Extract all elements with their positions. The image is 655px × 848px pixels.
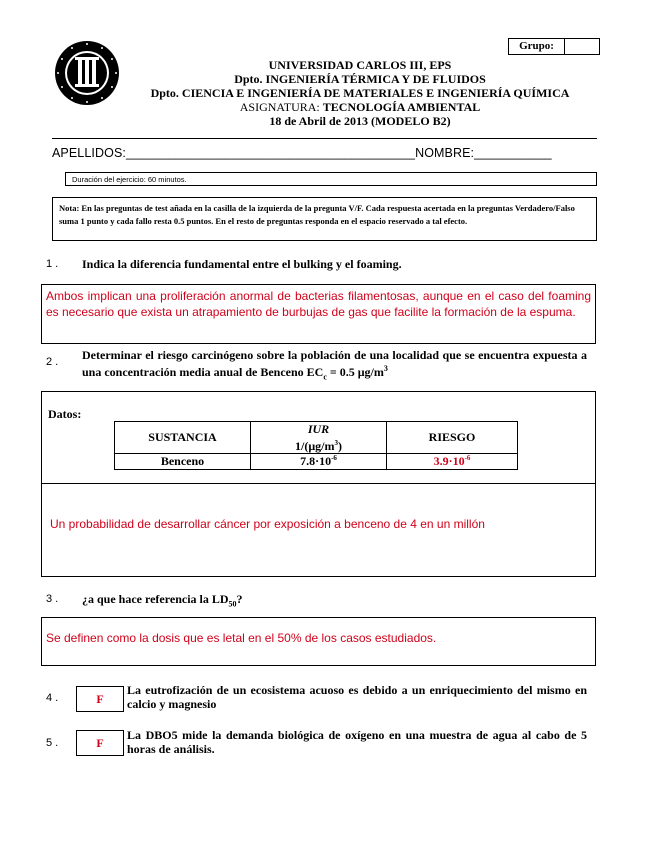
question-3-text: [82, 592, 587, 611]
question-3-text-sub: 50: [228, 599, 237, 609]
question-2-text-sub: c: [323, 372, 327, 382]
question-3-text-b: ?: [236, 592, 243, 606]
cell-riesgo-exp: -6: [464, 454, 471, 462]
subject-value: TECNOLOGÍA AMBIENTAL: [322, 100, 481, 114]
header-iur-unit-close: ): [337, 439, 342, 453]
cell-sustancia: Benceno: [115, 454, 251, 470]
question-3-text-a: ¿a que hace referencia la LD: [82, 592, 229, 606]
question-5-number: 5 .: [46, 737, 59, 749]
cell-iur: [251, 454, 387, 470]
datos-label: Datos:: [48, 407, 82, 421]
grupo-field: [508, 38, 600, 55]
exam-date: 18 de Abril de 2013 (MODELO B2): [269, 114, 451, 128]
question-5-text: La DBO5 mide la demanda biológica de oxígeno en una muestra de agua al cabo de 5 horas de análisis.: [127, 728, 587, 756]
exam-header: [110, 58, 610, 128]
header-riesgo: RIESGO: [387, 422, 518, 454]
question-1-number: 1 .: [46, 258, 59, 270]
grupo-label: Grupo:: [509, 39, 565, 54]
data-table-header-row: [115, 422, 518, 454]
header-iur: [251, 422, 387, 454]
header-iur-unit-sup: 3: [334, 439, 338, 447]
question-2-text-b: = 0.5 μg/m: [326, 365, 384, 379]
header-divider: [52, 138, 597, 139]
data-table-row: [115, 454, 518, 470]
question-2-data-divider: [41, 483, 596, 484]
question-2-text-a: Determinar el riesgo carcinógeno sobre la población de una localidad que se encuentra expuesta a una concentración media anual de Benceno EC: [82, 348, 587, 379]
cell-riesgo-value: 3.9·10: [433, 454, 465, 468]
department-2: Dpto. CIENCIA E INGENIERÍA DE MATERIALES E INGENIERÍA QUÍMICA: [150, 86, 570, 100]
question-1-text: Indica la diferencia fundamental entre el bulking y el foaming.: [82, 257, 402, 271]
student-name-line: APELLIDOS:_________________________________________NOMBRE:___________: [52, 146, 552, 160]
subject-label: ASIGNATURA:: [239, 100, 323, 114]
university-name: UNIVERSIDAD CARLOS III, EPS: [268, 58, 452, 72]
header-sustancia: SUSTANCIA: [115, 422, 251, 454]
subject-line: [110, 100, 610, 114]
department-1: Dpto. INGENIERÍA TÉRMICA Y DE FLUIDOS: [234, 72, 486, 86]
cell-riesgo: [387, 454, 518, 470]
question-5-tf-box[interactable]: F: [76, 730, 124, 756]
question-4-tf-box[interactable]: F: [76, 686, 124, 712]
header-iur-unit: 1/(μg/m: [295, 439, 335, 453]
question-2-text-sup: 3: [383, 364, 388, 373]
question-2-answer: Un probabilidad de desarrollar cáncer por exposición a benceno de 4 en un millón: [50, 517, 485, 531]
cell-iur-value: 7.8·10: [300, 454, 332, 468]
question-2-text: [82, 348, 587, 384]
question-4-number: 4 .: [46, 692, 59, 704]
question-2-number: 2 .: [46, 356, 59, 368]
question-4-text: La eutrofización de un ecosistema acuoso es debido a un enriquecimiento del mismo en calcio y magnesio: [127, 683, 587, 711]
cell-iur-exp: -6: [331, 454, 337, 462]
duration-box: Duración del ejercicio: 60 minutos.: [65, 172, 597, 186]
question-3-answer: Se definen como la dosis que es letal en el 50% de los casos estudiados.: [46, 631, 437, 645]
question-2-data-box: [41, 391, 596, 577]
header-iur-label: IUR: [307, 422, 330, 436]
question-3-number: 3 .: [46, 593, 59, 605]
instructions-note: Nota: En las preguntas de test añada en la casilla de la izquierda de la pregunta V/F. Cada respuesta acertada en la preguntas Verdadero/Falso suma 1 punto y cada fallo resta 0.5 puntos. En el resto de preguntas responda en el espacio reservado a tal efecto.: [52, 197, 597, 241]
question-1-answer: Ambos implican una proliferación anormal de bacterias filamentosas, aunque en el caso del foaming es necesario que exista un atrapamiento de burbujas de gas que facilite la formación de la espuma.: [46, 289, 591, 319]
data-table: [114, 421, 518, 470]
